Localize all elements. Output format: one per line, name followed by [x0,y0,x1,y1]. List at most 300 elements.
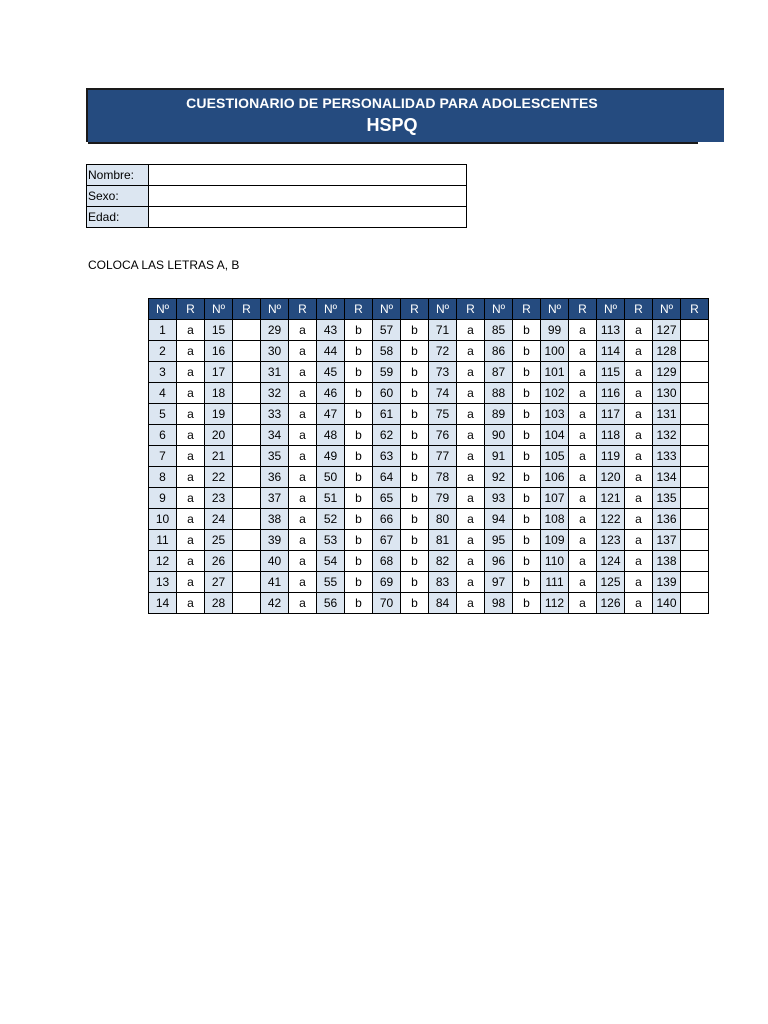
answer-cell[interactable]: b [401,362,429,383]
answer-cell[interactable]: a [569,530,597,551]
answer-cell[interactable]: a [457,383,485,404]
answer-cell[interactable]: a [177,404,205,425]
question-number-cell: 124 [597,551,625,572]
answer-cell[interactable] [681,425,709,446]
question-number-cell: 36 [261,467,289,488]
answer-cell[interactable] [233,446,261,467]
sexo-field[interactable] [149,186,467,207]
answer-cell[interactable]: b [401,425,429,446]
answer-cell[interactable]: b [513,593,541,614]
answer-cell[interactable]: b [345,383,373,404]
question-number-cell: 88 [485,383,513,404]
answer-cell[interactable] [681,383,709,404]
question-number-cell: 107 [541,488,569,509]
answer-cell[interactable]: b [401,341,429,362]
question-number-cell: 43 [317,320,345,341]
question-number-cell: 32 [261,383,289,404]
answer-cell[interactable]: b [401,509,429,530]
question-number-cell: 91 [485,446,513,467]
answer-cell[interactable]: a [569,509,597,530]
column-header-answer: R [289,299,317,320]
question-number-cell: 140 [653,593,681,614]
question-number-cell: 111 [541,572,569,593]
question-number-cell: 44 [317,341,345,362]
answer-cell[interactable]: b [513,425,541,446]
question-number-cell: 101 [541,362,569,383]
question-number-cell: 22 [205,467,233,488]
question-number-cell: 34 [261,425,289,446]
answer-cell[interactable]: a [177,362,205,383]
table-row [149,530,709,551]
question-number-cell: 2 [149,341,177,362]
question-number-cell: 125 [597,572,625,593]
answer-cell[interactable] [233,341,261,362]
answer-cell[interactable] [681,467,709,488]
question-number-cell: 96 [485,551,513,572]
question-number-cell: 26 [205,551,233,572]
answer-cell[interactable]: b [513,341,541,362]
info-row-nombre [87,165,467,186]
title-banner [86,88,724,142]
question-number-cell: 7 [149,446,177,467]
question-number-cell: 61 [373,404,401,425]
answer-cell[interactable]: b [513,404,541,425]
answer-cell[interactable]: a [289,572,317,593]
column-header-number: Nº [205,299,233,320]
question-number-cell: 97 [485,572,513,593]
question-number-cell: 135 [653,488,681,509]
table-row [149,467,709,488]
question-number-cell: 59 [373,362,401,383]
question-number-cell: 73 [429,362,457,383]
answer-cell[interactable] [233,362,261,383]
question-number-cell: 53 [317,530,345,551]
question-number-cell: 71 [429,320,457,341]
column-header-answer: R [513,299,541,320]
question-number-cell: 9 [149,488,177,509]
answer-cell[interactable] [681,509,709,530]
question-number-cell: 84 [429,593,457,614]
answer-cell[interactable] [233,404,261,425]
answer-cell[interactable] [681,362,709,383]
question-number-cell: 137 [653,530,681,551]
question-number-cell: 13 [149,572,177,593]
question-number-cell: 134 [653,467,681,488]
answer-cell[interactable]: b [513,467,541,488]
answer-cell[interactable]: a [177,383,205,404]
answer-cell[interactable]: a [625,383,653,404]
edad-label: Edad: [87,207,149,228]
answer-cell[interactable]: a [177,551,205,572]
info-row-sexo [87,186,467,207]
answer-cell[interactable]: a [289,446,317,467]
question-number-cell: 10 [149,509,177,530]
question-number-cell: 132 [653,425,681,446]
answer-cell[interactable]: a [625,446,653,467]
column-header-number: Nº [373,299,401,320]
question-number-cell: 77 [429,446,457,467]
answer-cell[interactable]: a [457,320,485,341]
answer-cell[interactable]: a [569,446,597,467]
question-number-cell: 8 [149,467,177,488]
answer-cell[interactable]: a [289,425,317,446]
grid-header-row [149,299,709,320]
answer-cell[interactable]: a [569,551,597,572]
question-number-cell: 98 [485,593,513,614]
nombre-field[interactable] [149,165,467,186]
answer-cell[interactable]: a [177,593,205,614]
answer-cell[interactable]: b [513,551,541,572]
question-number-cell: 79 [429,488,457,509]
question-number-cell: 133 [653,446,681,467]
answer-cell[interactable] [233,572,261,593]
answer-cell[interactable]: a [625,488,653,509]
edad-field[interactable] [149,207,467,228]
question-number-cell: 103 [541,404,569,425]
table-row [149,362,709,383]
question-number-cell: 12 [149,551,177,572]
answer-cell[interactable]: b [345,404,373,425]
answer-cell[interactable]: a [625,320,653,341]
answer-cell[interactable] [681,320,709,341]
answer-cell[interactable]: a [289,320,317,341]
answer-cell[interactable]: a [289,488,317,509]
question-number-cell: 63 [373,446,401,467]
answer-cell[interactable]: b [345,488,373,509]
question-number-cell: 25 [205,530,233,551]
answer-cell[interactable] [681,593,709,614]
question-number-cell: 51 [317,488,345,509]
column-header-answer: R [569,299,597,320]
answer-cell[interactable]: a [289,404,317,425]
answer-cell[interactable]: b [345,509,373,530]
answer-cell[interactable]: b [513,572,541,593]
question-number-cell: 62 [373,425,401,446]
answer-cell[interactable]: b [345,530,373,551]
question-number-cell: 109 [541,530,569,551]
question-number-cell: 102 [541,383,569,404]
question-number-cell: 86 [485,341,513,362]
question-number-cell: 112 [541,593,569,614]
question-number-cell: 76 [429,425,457,446]
answer-cell[interactable]: a [177,530,205,551]
answer-cell[interactable]: a [569,572,597,593]
column-header-answer: R [681,299,709,320]
answer-cell[interactable]: a [569,341,597,362]
question-number-cell: 41 [261,572,289,593]
answer-cell[interactable]: a [457,362,485,383]
answer-cell[interactable]: b [401,530,429,551]
question-number-cell: 94 [485,509,513,530]
answer-cell[interactable]: a [625,425,653,446]
question-number-cell: 85 [485,320,513,341]
answer-cell[interactable]: b [345,446,373,467]
question-number-cell: 81 [429,530,457,551]
answer-cell[interactable] [681,572,709,593]
question-number-cell: 45 [317,362,345,383]
answer-cell[interactable]: a [177,488,205,509]
answer-cell[interactable]: a [457,572,485,593]
answer-cell[interactable]: a [569,425,597,446]
question-number-cell: 54 [317,551,345,572]
answer-cell[interactable] [233,551,261,572]
question-number-cell: 72 [429,341,457,362]
question-number-cell: 75 [429,404,457,425]
answer-cell[interactable]: a [569,488,597,509]
sexo-label: Sexo: [87,186,149,207]
question-number-cell: 128 [653,341,681,362]
question-number-cell: 23 [205,488,233,509]
table-row [149,509,709,530]
answer-cell[interactable]: a [569,383,597,404]
answer-cell[interactable]: a [177,425,205,446]
question-number-cell: 20 [205,425,233,446]
answer-cell[interactable]: a [177,341,205,362]
answer-cell[interactable]: b [401,404,429,425]
answer-grid [148,298,709,614]
instruction-text: COLOCA LAS LETRAS A, B [88,258,240,272]
question-number-cell: 40 [261,551,289,572]
table-row [149,404,709,425]
answer-cell[interactable]: a [457,467,485,488]
question-number-cell: 108 [541,509,569,530]
answer-cell[interactable]: b [345,593,373,614]
answer-cell[interactable] [233,488,261,509]
answer-cell[interactable] [681,404,709,425]
question-number-cell: 28 [205,593,233,614]
answer-cell[interactable]: a [569,593,597,614]
question-number-cell: 74 [429,383,457,404]
column-header-answer: R [345,299,373,320]
answer-cell[interactable]: b [401,572,429,593]
question-number-cell: 110 [541,551,569,572]
table-row [149,341,709,362]
answer-cell[interactable]: a [289,551,317,572]
question-number-cell: 89 [485,404,513,425]
answer-cell[interactable]: b [401,383,429,404]
answer-cell[interactable]: a [177,446,205,467]
answer-cell[interactable]: b [513,488,541,509]
answer-cell[interactable]: a [289,467,317,488]
answer-cell[interactable]: a [569,404,597,425]
answer-cell[interactable]: a [457,530,485,551]
answer-cell[interactable]: b [513,320,541,341]
answer-cell[interactable]: a [177,467,205,488]
answer-cell[interactable]: a [569,362,597,383]
answer-cell[interactable]: a [457,509,485,530]
question-number-cell: 139 [653,572,681,593]
question-number-cell: 64 [373,467,401,488]
answer-cell[interactable]: a [457,341,485,362]
answer-cell[interactable]: a [457,593,485,614]
answer-cell[interactable]: b [345,551,373,572]
question-number-cell: 30 [261,341,289,362]
question-number-cell: 82 [429,551,457,572]
question-number-cell: 47 [317,404,345,425]
question-number-cell: 6 [149,425,177,446]
question-number-cell: 136 [653,509,681,530]
answer-cell[interactable]: a [289,341,317,362]
document-title: HSPQ [366,115,418,135]
answer-cell[interactable] [681,341,709,362]
answer-cell[interactable]: a [569,320,597,341]
question-number-cell: 29 [261,320,289,341]
answer-cell[interactable] [681,530,709,551]
document-subtitle: CUESTIONARIO DE PERSONALIDAD PARA ADOLESCENTES [186,95,598,111]
question-number-cell: 113 [597,320,625,341]
question-number-cell: 1 [149,320,177,341]
answer-cell[interactable]: a [289,383,317,404]
answer-cell[interactable]: a [289,509,317,530]
question-number-cell: 66 [373,509,401,530]
answer-cell[interactable]: a [625,551,653,572]
question-number-cell: 15 [205,320,233,341]
answer-cell[interactable]: a [457,551,485,572]
answer-cell[interactable]: b [401,551,429,572]
question-number-cell: 127 [653,320,681,341]
answer-cell[interactable]: b [345,362,373,383]
question-number-cell: 14 [149,593,177,614]
table-row [149,551,709,572]
answer-cell[interactable]: a [177,572,205,593]
answer-cell[interactable]: b [345,467,373,488]
question-number-cell: 21 [205,446,233,467]
question-number-cell: 119 [597,446,625,467]
answer-cell[interactable]: a [457,404,485,425]
answer-cell[interactable]: b [401,593,429,614]
question-number-cell: 3 [149,362,177,383]
answer-cell[interactable]: a [625,341,653,362]
answer-cell[interactable]: b [401,488,429,509]
question-number-cell: 27 [205,572,233,593]
column-header-answer: R [233,299,261,320]
question-number-cell: 5 [149,404,177,425]
answer-cell[interactable] [681,446,709,467]
banner-bottom-border [88,142,698,144]
question-number-cell: 67 [373,530,401,551]
answer-cell[interactable] [233,467,261,488]
personal-info-table [86,164,467,228]
grid-body [149,320,709,614]
answer-cell[interactable]: b [401,467,429,488]
column-header-number: Nº [597,299,625,320]
table-row [149,572,709,593]
answer-cell[interactable]: a [625,404,653,425]
question-number-cell: 126 [597,593,625,614]
answer-cell[interactable]: a [177,509,205,530]
answer-cell[interactable]: b [401,320,429,341]
column-header-answer: R [177,299,205,320]
question-number-cell: 93 [485,488,513,509]
column-header-number: Nº [261,299,289,320]
answer-cell[interactable]: b [513,530,541,551]
question-number-cell: 100 [541,341,569,362]
column-header-answer: R [457,299,485,320]
question-number-cell: 31 [261,362,289,383]
question-number-cell: 87 [485,362,513,383]
answer-cell[interactable] [681,488,709,509]
answer-cell[interactable] [233,509,261,530]
answer-cell[interactable]: a [177,320,205,341]
question-number-cell: 116 [597,383,625,404]
answer-cell[interactable] [233,425,261,446]
info-row-edad [87,207,467,228]
answer-cell[interactable] [233,530,261,551]
answer-cell[interactable] [681,551,709,572]
question-number-cell: 106 [541,467,569,488]
answer-cell[interactable]: b [513,362,541,383]
answer-cell[interactable]: b [345,572,373,593]
answer-cell[interactable]: b [513,509,541,530]
answer-cell[interactable]: a [457,488,485,509]
question-number-cell: 16 [205,341,233,362]
answer-cell[interactable]: b [345,341,373,362]
answer-cell[interactable]: b [345,425,373,446]
answer-cell[interactable] [233,593,261,614]
answer-cell[interactable]: b [401,446,429,467]
question-number-cell: 24 [205,509,233,530]
question-number-cell: 121 [597,488,625,509]
question-number-cell: 68 [373,551,401,572]
question-number-cell: 83 [429,572,457,593]
question-number-cell: 50 [317,467,345,488]
question-number-cell: 105 [541,446,569,467]
question-number-cell: 65 [373,488,401,509]
answer-cell[interactable]: a [625,593,653,614]
question-number-cell: 104 [541,425,569,446]
answer-cell[interactable]: a [457,446,485,467]
question-number-cell: 90 [485,425,513,446]
answer-cell[interactable]: b [513,446,541,467]
answer-cell[interactable]: b [345,320,373,341]
answer-cell[interactable]: a [457,425,485,446]
question-number-cell: 130 [653,383,681,404]
question-number-cell: 92 [485,467,513,488]
answer-cell[interactable]: a [289,362,317,383]
answer-cell[interactable]: a [625,509,653,530]
question-number-cell: 122 [597,509,625,530]
answer-cell[interactable]: b [513,383,541,404]
answer-cell[interactable]: a [289,530,317,551]
answer-cell[interactable]: a [625,530,653,551]
question-number-cell: 52 [317,509,345,530]
question-number-cell: 114 [597,341,625,362]
answer-cell[interactable]: a [289,593,317,614]
table-row [149,320,709,341]
answer-cell[interactable]: a [625,572,653,593]
column-header-answer: R [401,299,429,320]
column-header-number: Nº [485,299,513,320]
answer-cell[interactable] [233,383,261,404]
question-number-cell: 4 [149,383,177,404]
question-number-cell: 42 [261,593,289,614]
table-row [149,593,709,614]
table-row [149,488,709,509]
table-row [149,446,709,467]
question-number-cell: 55 [317,572,345,593]
answer-cell[interactable]: a [625,467,653,488]
answer-cell[interactable] [233,320,261,341]
answer-cell[interactable]: a [569,467,597,488]
table-row [149,425,709,446]
question-number-cell: 95 [485,530,513,551]
question-number-cell: 60 [373,383,401,404]
question-number-cell: 33 [261,404,289,425]
question-number-cell: 48 [317,425,345,446]
question-number-cell: 11 [149,530,177,551]
answer-cell[interactable]: a [625,362,653,383]
column-header-number: Nº [317,299,345,320]
